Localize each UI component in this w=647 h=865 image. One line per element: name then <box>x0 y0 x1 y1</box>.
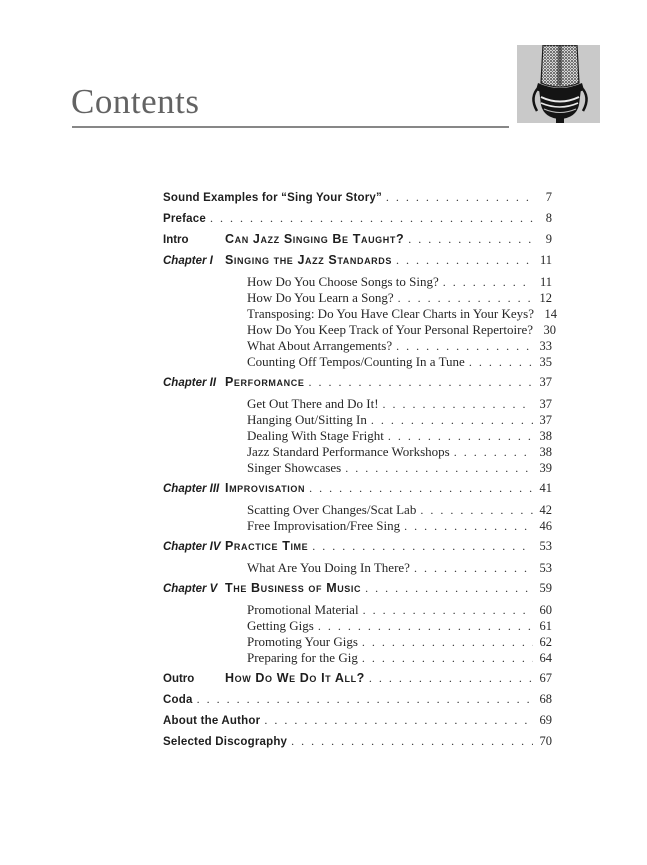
entry-title: Sound Examples for “Sing Your Story” <box>163 192 382 204</box>
toc-entry <box>163 460 552 476</box>
toc-entry <box>163 306 557 322</box>
entry-title: Performance <box>225 375 305 389</box>
entry-title: Singer Showcases <box>247 460 342 475</box>
page-number: 37 <box>539 413 552 427</box>
page-number: 38 <box>539 445 552 459</box>
entry-title: Jazz Standard Performance Workshops <box>247 444 450 459</box>
entry-title: Preparing for the Gig <box>247 650 358 665</box>
chapter-label: Outro <box>163 673 195 685</box>
dot-leader <box>345 460 533 476</box>
entry-title: Free Improvisation/Free Sing <box>247 518 401 533</box>
page-number: 9 <box>545 232 552 246</box>
toc-entry <box>163 338 552 354</box>
dot-leader <box>363 602 533 618</box>
dot-leader <box>469 354 533 370</box>
entry-title: Getting Gigs <box>247 618 314 633</box>
toc-entry <box>163 253 552 269</box>
chapter-label: Intro <box>163 234 189 246</box>
toc-entry <box>163 602 552 618</box>
toc-entry <box>163 671 552 687</box>
dot-leader <box>408 232 533 247</box>
toc-entry <box>163 634 552 650</box>
dot-leader <box>291 734 533 749</box>
page-number: 64 <box>539 651 552 665</box>
dot-leader <box>443 274 533 290</box>
entry-title: Get Out There and Do It! <box>247 396 379 411</box>
page-number: 62 <box>539 635 552 649</box>
dot-leader <box>404 518 533 534</box>
page-number: 41 <box>539 481 552 495</box>
page-number: 60 <box>539 603 552 617</box>
dot-leader <box>420 502 533 518</box>
entry-title: Coda <box>163 694 193 706</box>
toc-entry <box>163 560 552 576</box>
dot-leader <box>454 444 533 460</box>
dot-leader <box>388 428 533 444</box>
page-number: 7 <box>545 190 552 204</box>
dot-leader <box>396 338 533 354</box>
toc-entry <box>163 428 552 444</box>
toc-entry <box>163 502 552 518</box>
page-number: 61 <box>539 619 552 633</box>
microphone-icon <box>517 45 600 123</box>
dot-leader <box>197 692 533 707</box>
toc-entry <box>163 290 552 306</box>
entry-title: Promotional Material <box>247 602 359 617</box>
entry-title: Scatting Over Changes/Scat Lab <box>247 502 417 517</box>
entry-title: Preface <box>163 213 206 225</box>
dot-leader <box>398 290 533 306</box>
entry-title: What About Arrangements? <box>247 338 393 353</box>
dot-leader <box>210 211 533 226</box>
dot-leader <box>312 539 533 554</box>
dot-leader <box>309 481 533 496</box>
page-number: 59 <box>539 581 552 595</box>
dot-leader <box>386 190 533 205</box>
chapter-label: Chapter V <box>163 583 218 595</box>
toc-entry <box>163 412 552 428</box>
toc-entry <box>163 618 552 634</box>
dot-leader <box>362 634 533 650</box>
entry-title: Improvisation <box>225 481 306 495</box>
page-title: Contents <box>71 82 200 121</box>
toc-entry <box>163 396 552 412</box>
entry-title: The Business of Music <box>225 581 362 595</box>
toc-entry <box>163 375 552 391</box>
dot-leader <box>371 412 533 428</box>
page-number: 69 <box>539 713 552 727</box>
dot-leader <box>362 650 533 666</box>
toc-entry <box>163 322 556 338</box>
toc-entry <box>163 444 552 460</box>
dot-leader <box>318 618 533 634</box>
page-number: 12 <box>539 291 552 305</box>
dot-leader <box>383 396 533 412</box>
toc-entry <box>163 692 552 708</box>
microphone-image <box>517 45 600 123</box>
entry-title: About the Author <box>163 715 261 727</box>
toc-entry <box>163 190 552 206</box>
toc-entry <box>163 211 552 227</box>
entry-title: Hanging Out/Sitting In <box>247 412 367 427</box>
entry-title: Singing the Jazz Standards <box>225 253 392 267</box>
page-number: 42 <box>539 503 552 517</box>
page-number: 38 <box>539 429 552 443</box>
entry-title: How Do We Do It All? <box>225 671 365 685</box>
toc-entry <box>163 539 552 555</box>
dot-leader <box>369 671 533 686</box>
page-number: 68 <box>539 692 552 706</box>
page-number: 53 <box>539 561 552 575</box>
toc-entry <box>163 232 552 248</box>
toc-entry <box>163 581 552 597</box>
page-number: 53 <box>539 539 552 553</box>
page-number: 35 <box>539 355 552 369</box>
toc-entry <box>163 274 552 290</box>
entry-title: Selected Discography <box>163 736 288 748</box>
page-number: 67 <box>539 671 552 685</box>
toc-entry <box>163 713 552 729</box>
page-number: 37 <box>539 397 552 411</box>
chapter-label: Chapter II <box>163 377 217 389</box>
entry-title: What Are You Doing In There? <box>247 560 410 575</box>
toc-entry <box>163 481 552 497</box>
entry-title: Can Jazz Singing Be Taught? <box>225 232 405 246</box>
entry-title: Dealing With Stage Fright <box>247 428 384 443</box>
dot-leader <box>264 713 533 728</box>
page-number: 70 <box>539 734 552 748</box>
page-number: 37 <box>539 375 552 389</box>
entry-title: How Do You Choose Songs to Sing? <box>247 274 439 289</box>
entry-title: Transposing: Do You Have Clear Charts in Your Keys? <box>247 306 534 321</box>
toc-entry <box>163 734 552 750</box>
chapter-label: Chapter I <box>163 255 213 267</box>
dot-leader <box>308 375 533 390</box>
page-number: 30 <box>543 323 556 337</box>
toc-entry <box>163 650 552 666</box>
title-rule <box>72 126 509 128</box>
entry-title: Promoting Your Gigs <box>247 634 358 649</box>
entry-title: How Do You Keep Track of Your Personal Repertoire? <box>247 322 533 337</box>
page-number: 14 <box>544 307 557 321</box>
entry-title: Counting Off Tempos/Counting In a Tune <box>247 354 465 369</box>
page-number: 11 <box>539 275 552 289</box>
entry-title: Practice Time <box>225 539 309 553</box>
toc-entry <box>163 518 552 534</box>
page-number: 11 <box>539 253 552 267</box>
table-of-contents <box>163 185 557 755</box>
dot-leader <box>414 560 533 576</box>
page-number: 39 <box>539 461 552 475</box>
entry-title: How Do You Learn a Song? <box>247 290 394 305</box>
toc-entry <box>163 354 552 370</box>
dot-leader <box>396 253 533 268</box>
chapter-label: Chapter IV <box>163 541 221 553</box>
chapter-label: Chapter III <box>163 483 220 495</box>
page-number: 33 <box>539 339 552 353</box>
dot-leader <box>365 581 533 596</box>
page-number: 46 <box>539 519 552 533</box>
page-number: 8 <box>545 211 552 225</box>
